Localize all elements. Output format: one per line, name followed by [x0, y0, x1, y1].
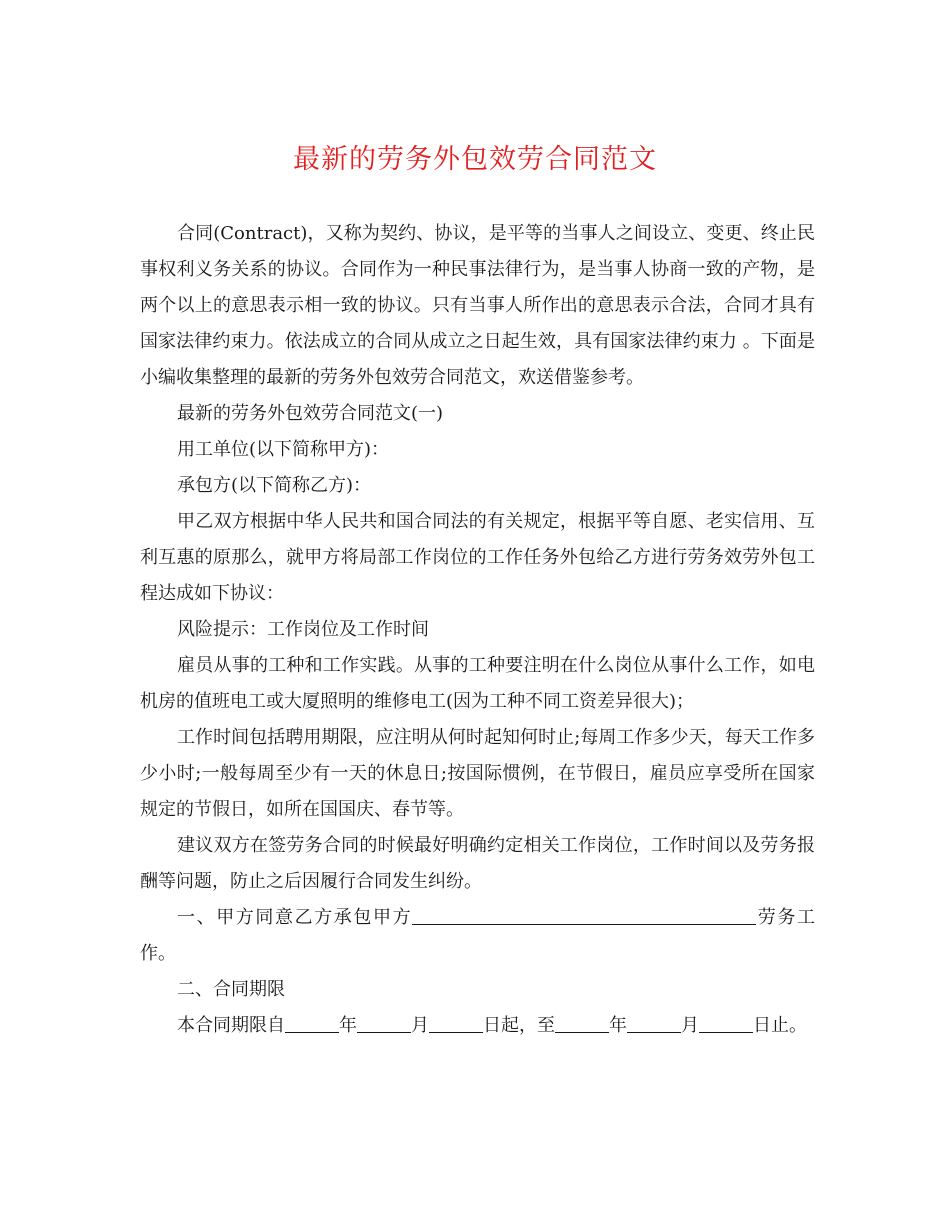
job-type-paragraph: 雇员从事的工种和工作实践。从事的工种要注明在什么岗位从事什么工作，如电机房的值班电工或大厦照明的维修电工(因为工种不同工资差异很大)； — [140, 655, 815, 712]
end-year-blank[interactable] — [555, 1012, 609, 1033]
document-body — [140, 216, 815, 1044]
end-month-blank[interactable] — [627, 1012, 681, 1033]
term-prefix: 本合同期限自 — [177, 1015, 285, 1036]
start-month-blank[interactable] — [357, 1012, 411, 1033]
risk-tip-line: 风险提示：工作岗位及工作时间 — [177, 619, 429, 640]
document-title: 最新的劳务外包效劳合同范文 — [293, 144, 657, 175]
clause-one-suffix: 劳务工作。 — [140, 907, 816, 964]
party-b-line: 承包方(以下简称乙方)： — [177, 475, 372, 496]
term-month-label: 月 — [411, 1015, 429, 1036]
clause-one — [140, 900, 815, 972]
start-day-blank[interactable] — [429, 1012, 483, 1033]
term-year-label: 年 — [339, 1015, 357, 1036]
term-line — [140, 1008, 815, 1044]
party-a-line: 用工单位(以下简称甲方)： — [177, 439, 390, 460]
work-time-paragraph: 工作时间包括聘用期限，应注明从何时起知何时止;每周工作多少天，每天工作多少小时;一般每周至少有一天的休息日;按国际惯例，在节假日，雇员应享受所在国家规定的节假日，如所在国国庆、春节等。 — [140, 727, 815, 820]
intro-paragraph: 合同(Contract)，又称为契约、协议，是平等的当事人之间设立、变更、终止民事权利义务关系的协议。合同作为一种民事法律行为，是当事人协商一致的产物，是两个以上的意思表示相一致的协议。只有当事人所作出的意思表示合法，合同才具有国家法律约束力。依法成立的合同从成立之日起生效，具有国家法律约束力 。下面是小编收集整理的最新的劳务外包效劳合同范文，欢送借鉴参考。 — [140, 223, 815, 388]
term-day-to-label: 日止。 — [753, 1015, 807, 1036]
clause-one-prefix: 一、甲方同意乙方承包甲方 — [177, 907, 413, 928]
work-content-blank[interactable] — [412, 904, 756, 925]
term-end-year-label: 年 — [609, 1015, 627, 1036]
agreement-paragraph: 甲乙双方根据中华人民共和国合同法的有关规定，根据平等自愿、老实信用、互利互惠的原那么，就甲方将局部工作岗位的工作任务外包给乙方进行劳务效劳外包工程达成如下协议： — [140, 511, 815, 604]
term-end-month-label: 月 — [681, 1015, 699, 1036]
section-subtitle: 最新的劳务外包效劳合同范文(一) — [177, 403, 444, 424]
clause-two-heading: 二、合同期限 — [177, 979, 285, 1000]
term-day-from-label: 日起，至 — [483, 1015, 555, 1036]
end-day-blank[interactable] — [699, 1012, 753, 1033]
suggestion-paragraph: 建议双方在签劳务合同的时候最好明确约定相关工作岗位，工作时间以及劳务报酬等问题，防止之后因履行合同发生纠纷。 — [140, 835, 815, 892]
start-year-blank[interactable] — [285, 1012, 339, 1033]
